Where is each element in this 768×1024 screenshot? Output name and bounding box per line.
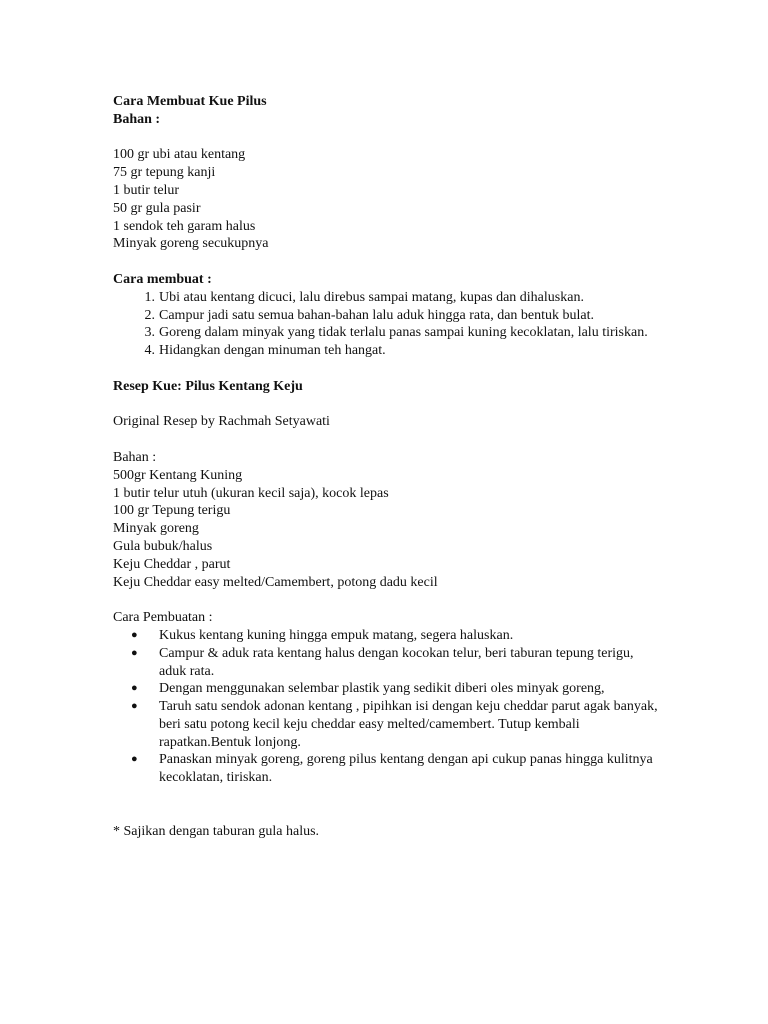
spacer xyxy=(113,360,673,378)
step-text: Ubi atau kentang dicuci, lalu direbus sampai matang, kupas dan dihaluskan. xyxy=(159,289,584,305)
step-item xyxy=(113,627,673,645)
spacer xyxy=(113,787,673,805)
step-text: Hidangkan dengan minuman teh hangat. xyxy=(159,343,386,359)
step-number: 1. xyxy=(144,289,155,305)
recipe1-title: Cara Membuat Kue Pilus xyxy=(113,94,267,109)
spacer xyxy=(113,129,673,147)
ingredient-item: 500gr Kentang Kuning xyxy=(113,467,243,483)
step-number: 4. xyxy=(144,343,155,359)
step-number: 3. xyxy=(144,325,155,341)
recipe2-ingredients-heading: Bahan : xyxy=(113,449,157,465)
bullet-icon: ● xyxy=(131,646,138,659)
ingredient-item: 100 gr Tepung terigu xyxy=(113,503,231,519)
spacer xyxy=(113,396,673,414)
ingredient-item: 100 gr ubi atau kentang xyxy=(113,147,246,163)
recipe2-steps-heading: Cara Pembuatan : xyxy=(113,610,213,626)
step-number: 2. xyxy=(144,307,155,323)
ingredient-item: Minyak goreng secukupnya xyxy=(113,236,269,252)
recipe2-footnote: * Sajikan dengan taburan gula halus. xyxy=(113,823,320,839)
ingredient-item: 1 sendok teh garam halus xyxy=(113,218,256,234)
ingredient-item: 50 gr gula pasir xyxy=(113,200,201,216)
ingredient-item: Keju Cheddar easy melted/Camembert, potong dadu kecil xyxy=(113,574,438,590)
spacer xyxy=(113,591,673,609)
document-content xyxy=(113,93,673,840)
spacer xyxy=(113,253,673,271)
spacer xyxy=(113,805,673,823)
recipe1-ingredients-heading: Bahan : xyxy=(113,111,161,127)
step-item xyxy=(113,680,673,698)
step-item xyxy=(113,307,673,325)
step-text: Goreng dalam minyak yang tidak terlalu panas sampai kuning kecoklatan, lalu tiriskan. xyxy=(159,325,648,341)
bullet-icon: ● xyxy=(131,700,138,713)
recipe1-ingredient-list xyxy=(113,146,673,253)
step-item xyxy=(113,324,673,342)
bullet-icon: ● xyxy=(131,682,138,695)
bullet-icon: ● xyxy=(131,628,138,641)
step-text: Taruh satu sendok adonan kentang , pipihkan isi dengan keju cheddar parut agak banyak, beri satu potong kecil keju cheddar easy melted/camembert. Tutup kembali rapatkan.Bentuk lonjong. xyxy=(159,699,658,750)
step-text: Panaskan minyak goreng, goreng pilus kentang dengan api cukup panas hingga kulitnya kecoklatan, tiriskan. xyxy=(159,752,653,786)
step-text: Campur jadi satu semua bahan-bahan lalu aduk hingga rata, dan bentuk bulat. xyxy=(159,307,595,323)
step-item xyxy=(113,698,673,751)
recipe2-credit: Original Resep by Rachmah Setyawati xyxy=(113,414,330,430)
step-item xyxy=(113,751,673,787)
recipe2-steps-list xyxy=(113,627,673,787)
ingredient-item: Keju Cheddar , parut xyxy=(113,556,231,572)
recipe2-title: Resep Kue: Pilus Kentang Keju xyxy=(113,378,303,394)
spacer xyxy=(113,431,673,449)
ingredient-item: Minyak goreng xyxy=(113,521,199,537)
step-item xyxy=(113,289,673,307)
recipe1-steps-list xyxy=(113,289,673,360)
step-text: Dengan menggunakan selembar plastik yang sedikit diberi oles minyak goreng, xyxy=(159,681,605,697)
recipe1-steps-heading: Cara membuat : xyxy=(113,271,212,287)
step-item xyxy=(113,645,673,681)
ingredient-item: 1 butir telur xyxy=(113,182,180,198)
step-item xyxy=(113,342,673,360)
step-text: Campur & aduk rata kentang halus dengan kocokan telur, beri taburan tepung terigu, aduk rata. xyxy=(159,645,634,679)
recipe2-ingredient-list xyxy=(113,467,673,592)
ingredient-item: Gula bubuk/halus xyxy=(113,538,213,554)
ingredient-item: 75 gr tepung kanji xyxy=(113,165,216,181)
step-text: Kukus kentang kuning hingga empuk matang, segera haluskan. xyxy=(159,627,514,643)
bullet-icon: ● xyxy=(131,753,138,766)
ingredient-item: 1 butir telur utuh (ukuran kecil saja), kocok lepas xyxy=(113,485,389,501)
